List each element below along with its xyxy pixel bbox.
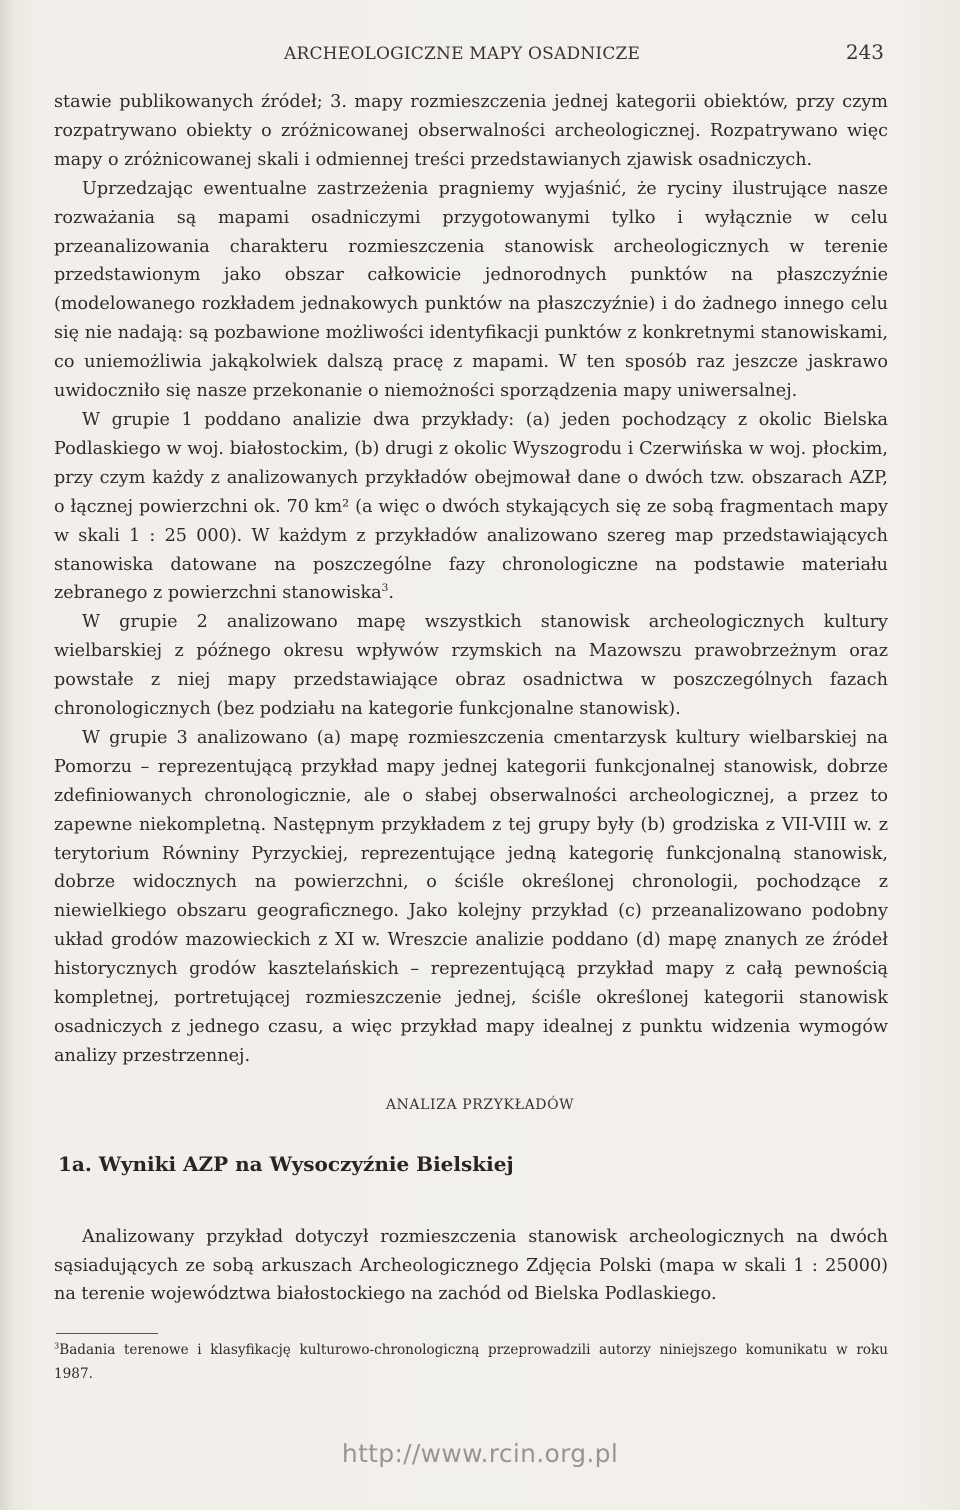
paragraph-example-1a: Analizowany przykład dotyczył rozmieszczenia stanowisk archeologicznych na dwóch sąsiadujących ze sobą arkuszach Archeologicznego Zdjęcia Polski (mapa w skali 1 : 25000) na terenie województwa białostockiego na zachód od Bielska Podlaskiego. [54, 1226, 888, 1305]
page-header [56, 38, 888, 68]
footnote-divider [56, 1333, 158, 1334]
running-head: ARCHEOLOGICZNE MAPY OSADNICZE [284, 44, 641, 64]
footnote-marker: 3 [54, 1340, 60, 1351]
footnote [54, 1338, 888, 1386]
footnote-text: Badania terenowe i klasyfikację kulturowo-chronologiczną przeprowadzili autorzy niniejszego komunikatu w roku 1987. [54, 1342, 888, 1382]
subsection-text [54, 1205, 888, 1327]
page-number: 243 [845, 40, 884, 64]
watermark-url: http://www.rcin.org.pl [341, 1439, 619, 1468]
main-text [54, 88, 888, 1071]
paragraph-group-1: W grupie 1 poddano analizie dwa przykłady: (a) jeden pochodzący z okolic Bielska Podlaskiego w woj. białostockim, (b) drugi z okolic Wyszogrodu i Czerwińska w woj. płockim, przy czym każdy z analizowanych przykładów obejmował dane o dwóch tzw. obszarach AZP, o łącznej powierzchni ok. 70 km² (a więc o dwóch stykających się ze sobą fragmentach mapy w skali 1 : 25 000). W każdym z przykładów analizowano szereg map przedstawiających stanowiska datowane na poszczególne fazy chronologiczne na podstawie materiału zebranego z powierzchni stanowiska$^3$. [54, 409, 888, 604]
paragraph-group-1-text: W grupie 1 poddano analizie dwa przykłady: (a) jeden pochodzący z okolic Bielska Podlaskiego w woj. białostockim, (b) drugi z okolic Wyszogrodu i Czerwińska w woj. płockim, przy czym każdy z analizowanych przykładów obejmował dane o dwóch tzw. obszarach AZP, o łącznej powierzchni ok. 70 km² (a więc o dwóch stykających się ze sobą fragmentach mapy w skali 1 : 25 000). W każdym z przykładów analizowano szereg map przedstawiających stanowiska datowane na poszczególne fazy chronologiczne na podstawie materiału zebranego z powierzchni stanowiska [54, 409, 888, 604]
paragraph-group-3: W grupie 3 analizowano (a) mapę rozmieszczenia cmentarzysk kultury wielbarskiej na Pomorzu – reprezentującą przykład mapy jednej kategorii funkcjonalnej stanowisk, dobrze zdefiniowanych chronologicznie, ale o słabej obserwalności archeologicznej, a przez to zapewne niekompletną. Następnym przykładem z tej grupy były (b) grodziska z VII-VIII w. z terytorium Równiny Pyrzyckiej, reprezentujące jedną kategorię funkcjonalną stanowisk, dobrze widocznych na powierzchni, o ściśle określonej chronologii, pochodzące z niewielkiego obszaru geograficznego. Jako kolejny przykład (c) przeanalizowano podobny układ grodów mazowieckich z XI w. Wreszcie analizie poddano (d) mapę znanych ze źródeł historycznych grodów kasztelańskich – reprezentującą przykład mapy z całą pewnością kompletnej, portretującej rozmieszczenie jednej, ściśle określonej kategorii stanowisk osadniczych z jednego czasu, a więc przykład mapy idealnej z punktu widzenia wymogów analizy przestrzennej. [54, 727, 888, 1066]
subsection-heading: 1a. Wyniki AZP na Wysoczyźnie Bielskiej [58, 1152, 514, 1176]
section-heading: ANALIZA PRZYKŁADÓW [385, 1097, 575, 1113]
paragraph-disclaimer: Uprzedzając ewentualne zastrzeżenia pragniemy wyjaśnić, że ryciny ilustrujące nasze rozważania są mapami osadniczymi przygotowanymi tylko i wyłącznie w celu przeanalizowania charakteru rozmieszczenia stanowisk archeologicznych w terenie przedstawionym jako obszar całkowicie jednorodnych punktów na płaszczyźnie (modelowanego rozkładem jednakowych punktów na płaszczyźnie) i do żadnego innego celu się nie nadają: są pozbawione możliwości identyfikacji punktów z konkretnymi stanowiskami, co uniemożliwia jakąkolwiek dalszą pracę z mapami. W ten sposób raz jeszcze jaskrawo uwidoczniło się nasze przekonanie o niemożności sporządzenia mapy uniwersalnej. [54, 178, 888, 402]
paragraph-group-2: W grupie 2 analizowano mapę wszystkich stanowisk archeologicznych kultury wielbarskiej z późnego okresu wpływów rzymskich na Mazowszu prawobrzeżnym oraz powstałe z niej mapy przedstawiające obraz osadnictwa w poszczególnych fazach chronologicznych (bez podziału na kategorie funkcjonalne stanowisk). [54, 612, 888, 720]
paragraph-continued: stawie publikowanych źródeł; 3. mapy rozmieszczenia jednej kategorii obiektów, przy czym rozpatrywano obiekty o zróżnicowanej obserwalności archeologicznej. Rozpatrywano więc mapy o zróżnicowanej skali i odmiennej treści przedstawianych zjawisk osadniczych. [54, 92, 888, 170]
footnote-ref: 3 [381, 582, 389, 595]
